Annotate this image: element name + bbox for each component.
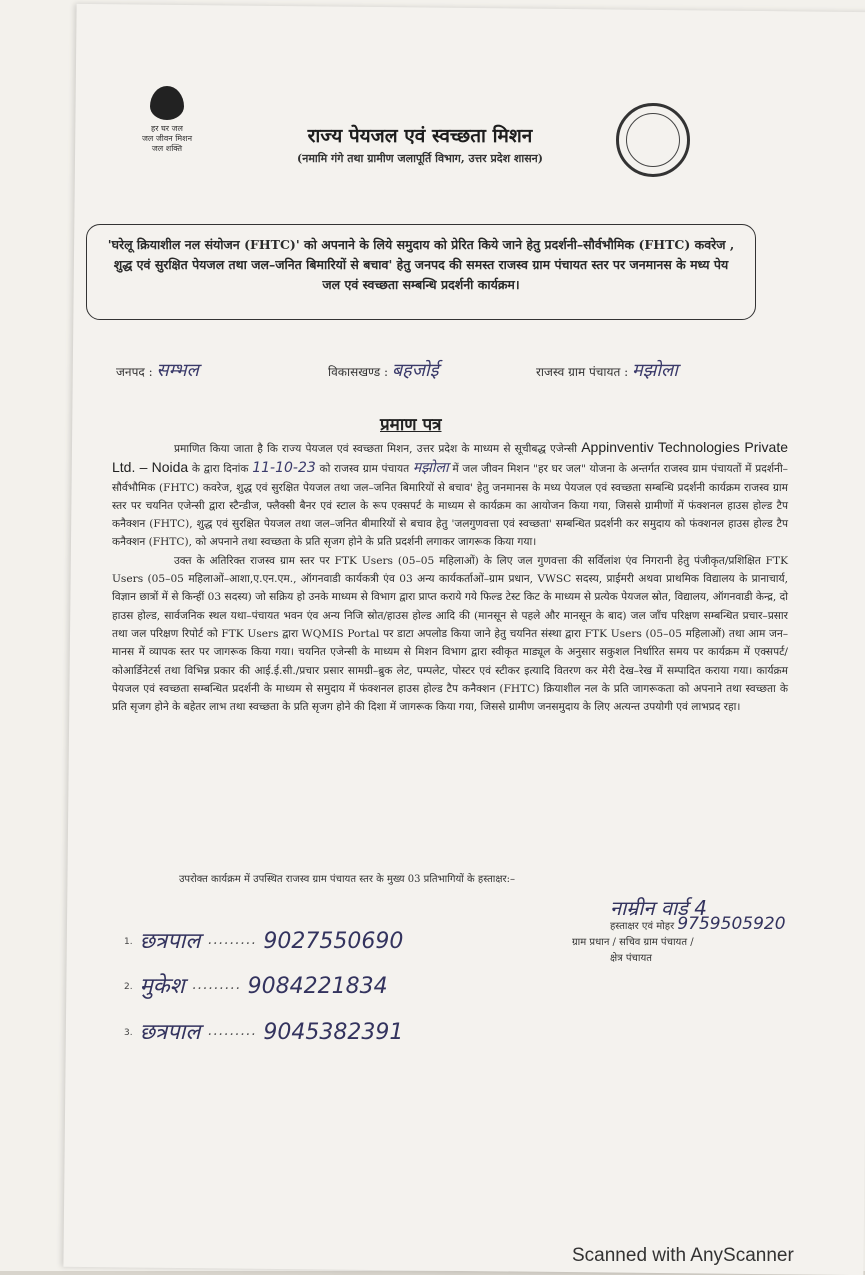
para1-gp-suffix: को राजस्व ग्राम पंचायत — [319, 463, 410, 476]
scanner-watermark: Scanned with AnyScanner — [572, 1245, 794, 1266]
pradhan-role: ग्राम प्रधान / सचिव ग्राम पंचायत / — [572, 937, 694, 948]
para-2: उक्त के अतिरिक्त राजस्व ग्राम स्तर पर FTK Users (05–05 महिलाओं) के लिए जल गुणवत्ता की सर्विलांश एंव निगरानी हेतु पंजीकृत/प्रशिक्षित FTK Users (05–05 महिलाओं–आशा,ए.एन.एम., ऑगनवाडी कार्यकत्री एंव 03 अन्य कार्यकर्ताओं–ग्राम प्रधान, VWSC सदस्य, प्राईमरी अथवा प्राथमिक विद्यालय के प्रानाचार्य, विज्ञान छात्रों में से किन्हीं 03 सदस्य) जो सक्रिय हो उनके माध्यम से विभाग द्वारा प्राप्त कराये गये फिल्ड टेस्ट किट के माध्यम से प्रत्येक पेयजल स्रोत, विद्यालय, ऑगनवाडी केन्द्र, दो हाउस होल्ड, सार्वजनिक स्थल यथा–पंचायत भवन एंव अन्य निजि स्रोत/हाउस होल्ड आदि की (मानसून से पहले और मानसून के बाद) जल जाँच परिक्षण सम्बन्धित प्रचार–प्रसार तथा जल परिक्षण रिपोर्ट को FTK Users द्वारा WQMIS Portal पर डाटा अपलोड किया जाने हेतु चयनित संस्था द्वारा FTK Users (05–05 महिलाओं) तथा आम जन–मानस में व्यापक स्तर पर जागरूक किया गया। चयनित एजेन्सी के माध्यम से मिशन विभाग द्वारा स्वीकृत माड्यूल के अनुसार सकुशल निर्धारित समय पर कार्यक्रम में एक्सपर्ट/कोआर्डिनेटर्स तथा विभिन्न प्रकार की आई.ई.सी./प्रचार प्रसार सामग्री–ब्रुक लेट, पम्पलेट, पोस्टर एवं स्टीकर इत्यादि वितरण कर मेरी देख–रेख में सम्पादित कराया गया। कार्यक्रम पेयजल एवं स्वच्छता सम्बन्धित प्रदर्शनी के माध्यम से समुदाय में फंक्शनल हाउस होल्ड टैप कनैक्शन (FHTC) क्रियाशील नल के प्रति जागरूकता को अपनाने तथा स्वच्छता के प्रति सृजग होने के बहेतर लाभ तथा स्वच्छता के प्रति सृजग होने की दिशा में जागरूक किया गया, जिससे ग्रामीण जनसमुदाय के लिए अत्यन्त उपयोगी एवं लाभप्रद रहा। — [112, 554, 789, 714]
certificate-body — [112, 438, 788, 716]
pradhan-signature: नाम्रीन वार्ड 4 — [610, 896, 707, 920]
janpad-label: जनपद : — [116, 365, 153, 379]
gp-inline: मझोला — [412, 460, 449, 477]
dotted-line: ········· — [207, 936, 257, 952]
participant-3-name: छत्रपाल — [139, 1020, 201, 1045]
gp-field — [536, 358, 678, 382]
certificate-title: प्रमाण पत्र — [380, 415, 442, 435]
janpad-field — [116, 358, 199, 382]
block-label: विकासखण्ड : — [328, 365, 389, 379]
participant-1 — [124, 925, 403, 955]
pradhan-phone: 9759505920 — [677, 914, 786, 934]
dotted-line: ········· — [207, 1027, 257, 1043]
stamp-label: हस्ताक्षर एवं मोहर — [610, 921, 675, 932]
up-government-seal-icon — [616, 103, 690, 177]
participant-2 — [124, 970, 388, 1000]
har-ghar-jal-logo — [132, 86, 202, 154]
logo-left-line-2: जल जीवन मिशन — [141, 134, 193, 143]
participant-1-name: छत्रपाल — [139, 929, 201, 954]
pradhan-signature-block — [560, 896, 840, 967]
program-date: 11-10-23 — [252, 460, 316, 477]
participant-2-num: 2. — [124, 982, 133, 992]
dotted-line: ········· — [191, 981, 241, 997]
gp-value: मझोला — [631, 360, 678, 381]
water-drop-icon — [150, 86, 184, 120]
para1-date-label: के द्वारा दिनांक — [191, 463, 249, 476]
para1-start: प्रमाणित किया जाता है कि राज्य पेयजल एवं स्वच्छता मिशन, उत्तर प्रदेश के माध्यम से सूचीबद्ध एजेन्सी — [174, 443, 578, 455]
block-field — [328, 358, 439, 382]
participant-3-num: 3. — [124, 1028, 133, 1038]
seal-inner-ring — [626, 113, 680, 167]
participant-1-phone: 9027550690 — [263, 929, 404, 954]
participant-3 — [124, 1016, 403, 1046]
logo-left-line-1: हर घर जल — [151, 124, 183, 133]
agency-name: Appinventiv Technologies Private Ltd. – Noida — [112, 439, 788, 476]
block-value: बहजोई — [391, 360, 439, 381]
janpad-value: सम्भल — [156, 360, 199, 381]
para1-rest: में जल जीवन मिशन "हर घर जल" योजना के अन्तर्गत राजस्व ग्राम पंचायतों में प्रदर्शनी–सौर्वभौमिक (FHTC) कवरेज, शुद्ध एवं सुरक्षित पेयजल तथा जल–जनित बिमारियों से बचाव' हेतु जनमानस के मध्य पेयजल एवं स्वच्छता सम्बन्धि प्रदर्शनी कार्यक्रम राजस्व ग्राम स्तर पर चयनित एजेन्सी द्वारा स्टैन्डीज, फ्लैक्सी बैनर एवं स्टाल के रूप एक्सपर्ट के माध्यम से कार्यक्रम का आयोजन किया गया, जिससे ग्रामीणों में फंक्शनल हाउस होल्ड टैप कनैक्शन (FHTC), शुद्ध एवं सुरक्षित पेयजल तथा जल–जनित बीमारियों से बचाव हेतु 'जलगुणवत्ता एवं स्वच्छता' सम्बन्धित प्रदर्शनी कर समुदाय को फंक्शनल हाउस होल्ड टैप कनैक्शन (FHTC), को अपनाने तथा स्वच्छता के प्रति सृजग होने के प्रति प्रदर्शनी लगाकर जागरूक किया गया। — [112, 463, 788, 549]
participant-3-phone: 9045382391 — [263, 1020, 404, 1045]
org-subtitle: (नमामि गंगे तथा ग्रामीण जलापूर्ति विभाग, उत्तर प्रदेश शासन) — [297, 152, 543, 165]
stamp-line — [610, 916, 840, 935]
signature-intro: उपरोक्त कार्यक्रम में उपस्थित राजस्व ग्राम पंचायत स्तर के मुख्य 03 प्रतिभागियों के हस्ताक्षर:– — [178, 874, 516, 885]
org-title: राज्य पेयजल एवं स्वच्छता मिशन — [307, 125, 533, 147]
para-1 — [112, 438, 788, 552]
logo-left-line-3: जल शक्ति — [151, 144, 183, 153]
gp-label: राजस्व ग्राम पंचायत : — [536, 365, 629, 379]
pradhan-role-2: क्षेत्र पंचायत — [610, 953, 652, 964]
participant-2-name: मुकेश — [139, 974, 185, 999]
participant-2-phone: 9084221834 — [247, 974, 388, 999]
participant-1-num: 1. — [124, 937, 133, 947]
program-banner: 'घरेलू क्रियाशील नल संयोजन (FHTC)' को अपनाने के लिये समुदाय को प्रेरित किये जाने हेतु प्रदर्शनी–सौर्वभौमिक (FHTC) कवरेज , शुद्ध एवं सुरक्षित पेयजल तथा जल–जनित बिमारियों से बचाव' हेतु जनपद की समस्त राजस्व ग्राम पंचायत स्तर पर जनमानस के मध्य पेय जल एवं स्वच्छता सम्बन्धि प्रदर्शनी कार्यक्रम। — [86, 224, 756, 320]
